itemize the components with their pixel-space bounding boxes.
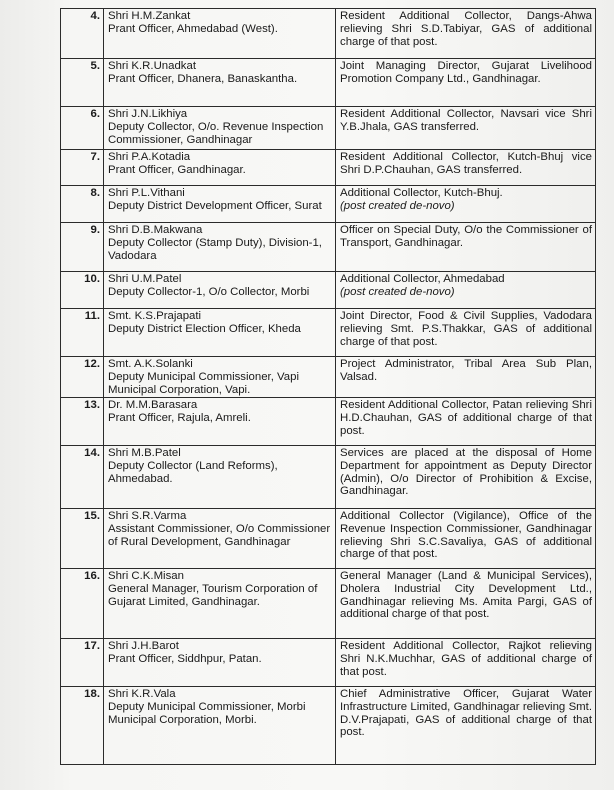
serial-number-cell: [61, 357, 104, 398]
officer-name: Dr. M.M.Barasara: [108, 398, 198, 411]
serial-number: 5.: [90, 60, 100, 72]
new-posting: Officer on Special Duty, O/o the Commissioner of Transport, Gandhinagar.: [340, 224, 592, 249]
serial-number: 17.: [84, 639, 100, 652]
new-posting: Resident Additional Collector, Patan relieving Shri H.D.Chauhan, GAS of additional charge of that post.: [340, 398, 592, 437]
officer-cell: [104, 397, 336, 445]
serial-number: 13.: [84, 398, 100, 411]
serial-number-cell: [61, 9, 104, 59]
officer-name: Shri D.B.Makwana: [108, 224, 203, 236]
new-posting-cell: [336, 9, 596, 59]
serial-number: 11.: [84, 310, 100, 322]
new-posting: Additional Collector, Kutch-Bhuj.: [340, 187, 503, 199]
officer-name: Shri P.L.Vithani: [108, 187, 185, 199]
officer-name: Shri S.R.Varma: [108, 509, 187, 522]
new-posting: Additional Collector, Ahmedabad: [340, 273, 505, 285]
new-posting-cell: [336, 568, 596, 638]
officer-name: Shri M.B.Patel: [108, 446, 181, 459]
table-row: [61, 186, 596, 223]
new-posting: Services are placed at the disposal of Home Department for appointment as Deputy Director (Admin), O/o Director of Prohibition & Excise, Gandhinagar.: [340, 446, 592, 498]
officer-designation: General Manager, Tourism Corporation of Gujarat Limited, Gandhinagar.: [108, 582, 318, 608]
officer-designation: Deputy Collector, O/o. Revenue Inspection Commissioner, Gandhinagar: [108, 120, 324, 146]
officer-designation: Deputy Collector-1, O/o Collector, Morbi: [108, 285, 310, 298]
new-posting-cell: [336, 223, 596, 272]
table-row: [61, 508, 596, 568]
table-row: [61, 9, 596, 59]
serial-number: 6.: [90, 108, 100, 120]
serial-number-cell: [61, 272, 104, 309]
new-posting: Resident Additional Collector, Dangs-Ahwa relieving Shri S.D.Tabiyar, GAS of additional charge of that post.: [340, 10, 592, 48]
officer-cell: [104, 357, 336, 398]
serial-number-cell: [61, 186, 104, 223]
serial-number-cell: [61, 107, 104, 150]
officer-name: Shri H.M.Zankat: [108, 10, 191, 22]
serial-number: 4.: [90, 10, 100, 22]
serial-number-cell: [61, 445, 104, 508]
officer-name: Shri J.H.Barot: [108, 639, 179, 652]
new-posting-cell: [336, 638, 596, 686]
new-posting-cell: [336, 150, 596, 186]
officer-name: Shri J.N.Likhiya: [108, 108, 188, 120]
table-row: [61, 397, 596, 445]
new-posting: Resident Additional Collector, Kutch-Bhuj vice Shri D.P.Chauhan, GAS transferred.: [340, 151, 592, 176]
officer-designation: Prant Officer, Rajula, Amreli.: [108, 411, 251, 424]
serial-number: 16.: [84, 569, 100, 582]
serial-number-cell: [61, 59, 104, 107]
serial-number-cell: [61, 397, 104, 445]
officer-designation: Deputy District Election Officer, Kheda: [108, 322, 301, 335]
table-body: [61, 9, 596, 765]
table-row: [61, 357, 596, 398]
new-posting-cell: [336, 186, 596, 223]
table-row: [61, 445, 596, 508]
table-row: [61, 59, 596, 107]
new-posting-cell: [336, 107, 596, 150]
officer-designation: Deputy Collector (Land Reforms), Ahmedabad.: [108, 459, 278, 485]
table-row: [61, 107, 596, 150]
table-row: [61, 638, 596, 686]
serial-number: 9.: [90, 224, 100, 236]
officer-cell: [104, 638, 336, 686]
officer-cell: [104, 9, 336, 59]
serial-number: 18.: [84, 687, 100, 700]
serial-number-cell: [61, 568, 104, 638]
officer-cell: [104, 59, 336, 107]
officer-name: Shri C.K.Misan: [108, 569, 184, 582]
officer-cell: [104, 686, 336, 764]
officer-designation: Deputy Municipal Commissioner, Vapi Municipal Corporation, Vapi.: [108, 370, 299, 396]
officer-cell: [104, 508, 336, 568]
table-row: [61, 568, 596, 638]
new-posting-cell: [336, 686, 596, 764]
posting-note: (post created de-novo): [340, 199, 455, 212]
officer-cell: [104, 568, 336, 638]
posting-note: (post created de-novo): [340, 285, 455, 298]
serial-number-cell: [61, 686, 104, 764]
table-row: [61, 686, 596, 764]
officer-name: Shri K.R.Unadkat: [108, 60, 196, 72]
serial-number: 12.: [84, 358, 100, 370]
officer-designation: Assistant Commissioner, O/o Commissioner of Rural Development, Gandhinagar: [108, 522, 331, 548]
new-posting: Joint Managing Director, Gujarat Livelihood Promotion Company Ltd., Gandhinagar.: [340, 60, 592, 85]
new-posting-cell: [336, 357, 596, 398]
officer-name: Shri P.A.Kotadia: [108, 151, 191, 163]
new-posting: Project Administrator, Tribal Area Sub Plan, Valsad.: [340, 358, 592, 383]
officer-cell: [104, 309, 336, 357]
new-posting-cell: [336, 445, 596, 508]
new-posting: Joint Director, Food & Civil Supplies, Vadodara relieving Smt. P.S.Thakkar, GAS of additional charge of that post.: [340, 310, 592, 348]
new-posting: Chief Administrative Officer, Gujarat Water Infrastructure Limited, Gandhinagar relieving Smt. D.V.Prajapati, GAS of additional charge of that post.: [340, 687, 592, 739]
officer-designation: Prant Officer, Gandhinagar.: [108, 163, 246, 176]
new-posting: Resident Additional Collector, Rajkot relieving Shri N.K.Muchhar, GAS of additional charge of that post.: [340, 639, 592, 678]
officer-cell: [104, 107, 336, 150]
new-posting-cell: [336, 508, 596, 568]
officer-cell: [104, 223, 336, 272]
serial-number-cell: [61, 150, 104, 186]
officer-name: Smt. A.K.Solanki: [108, 358, 193, 370]
transfer-orders-table: [60, 8, 596, 765]
new-posting: Additional Collector (Vigilance), Office of the Revenue Inspection Commissioner, Gandhinagar relieving Shri S.C.Savaliya, GAS of additional charge of that post.: [340, 509, 592, 561]
serial-number: 7.: [90, 151, 100, 163]
officer-designation: Prant Officer, Siddhpur, Patan.: [108, 652, 262, 665]
new-posting-cell: [336, 309, 596, 357]
officer-designation: Deputy Collector (Stamp Duty), Division-1, Vadodara: [108, 236, 322, 262]
table-row: [61, 223, 596, 272]
new-posting-cell: [336, 397, 596, 445]
new-posting: Resident Additional Collector, Navsari vice Shri Y.B.Jhala, GAS transferred.: [340, 108, 592, 133]
table-row: [61, 150, 596, 186]
table-row: [61, 272, 596, 309]
officer-cell: [104, 150, 336, 186]
table-row: [61, 309, 596, 357]
serial-number: 10.: [84, 273, 100, 285]
officer-designation: Deputy District Development Officer, Surat: [108, 199, 322, 212]
officer-cell: [104, 272, 336, 309]
officer-name: Smt. K.S.Prajapati: [108, 310, 202, 322]
officer-designation: Prant Officer, Dhanera, Banaskantha.: [108, 72, 298, 85]
officer-designation: Prant Officer, Ahmedabad (West).: [108, 22, 278, 35]
officer-cell: [104, 445, 336, 508]
new-posting: General Manager (Land & Municipal Services), Dholera Industrial City Development Ltd., Gandhinagar relieving Ms. Amita Pargi, GAS of additional charge of that post.: [340, 569, 592, 621]
serial-number-cell: [61, 508, 104, 568]
new-posting-cell: [336, 272, 596, 309]
serial-number: 14.: [84, 446, 100, 459]
serial-number-cell: [61, 309, 104, 357]
serial-number-cell: [61, 638, 104, 686]
officer-name: Shri U.M.Patel: [108, 273, 182, 285]
officer-cell: [104, 186, 336, 223]
new-posting-cell: [336, 59, 596, 107]
officer-name: Shri K.R.Vala: [108, 687, 176, 700]
officer-designation: Deputy Municipal Commissioner, Morbi Municipal Corporation, Morbi.: [108, 700, 306, 726]
serial-number: 15.: [84, 509, 100, 522]
serial-number-cell: [61, 223, 104, 272]
serial-number: 8.: [90, 187, 100, 199]
